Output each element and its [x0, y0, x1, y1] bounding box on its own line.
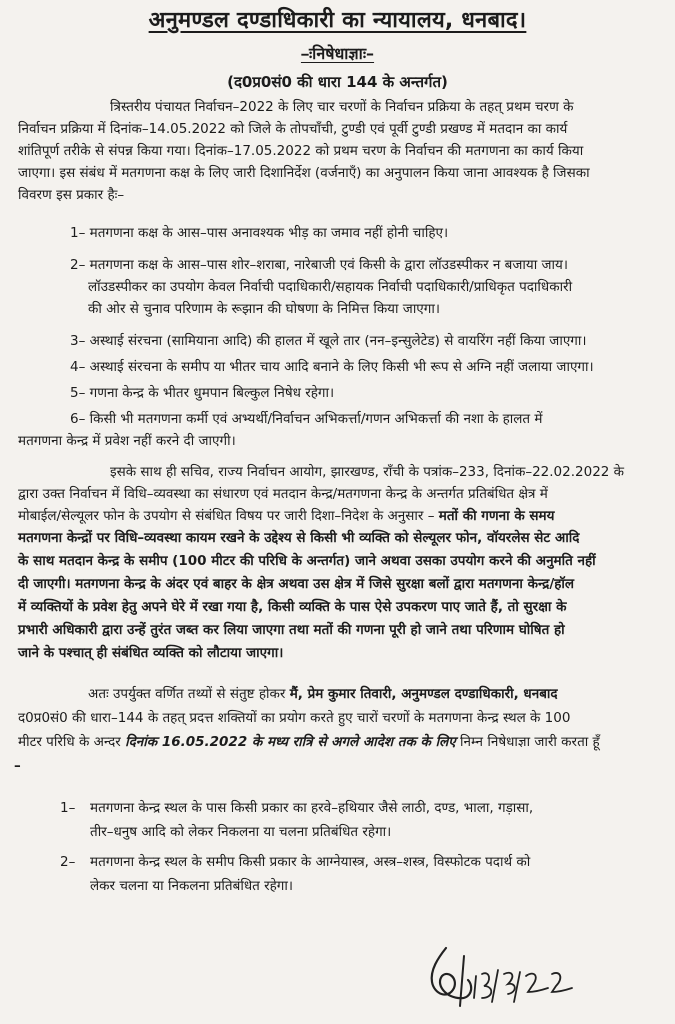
para3-text: अतः उपर्युक्त वर्णित तथ्यों से संतुष्ट होकर: [88, 686, 290, 702]
para2-bold-text: मतों की गणना के समय: [438, 508, 555, 524]
rule-item: 3– अस्थाई संरचना (सामियाना आदि) की हालत में खूले तार (नन–इन्सुलेटेड) से वायरिंग नहीं किया जाएगा।: [70, 333, 587, 349]
order-item-continuation: तीर–धनुष आदि को लेकर निकलना या चलना प्रतिबंधित रहेगा।: [90, 824, 392, 840]
rule-item-continuation: की ओर से चुनाव परिणाम के रूझान की घोषणा के निमित्त किया जाएगा।: [88, 301, 440, 317]
effective-date-text: दिनांक 16.05.2022 के मध्य रात्रि से अगले आदेश तक के लिए: [125, 734, 456, 750]
para2-line: जाने के पश्चात् ही संबंधित व्यक्ति को लौटाया जाएगा।: [18, 645, 284, 661]
para2-line: के साथ मतदान केन्द्र के समीप (100 मीटर की परिधि के अन्तर्गत) जाने अथवा उसका उपयोग करने की अनुमति नहीं: [18, 553, 596, 569]
para3-line: [18, 736, 600, 750]
court-title: [0, 4, 675, 34]
order-item: मतगणना केन्द्र स्थल के समीप किसी प्रकार के आग्नेयास्त्र, अस्त्र–शस्त्र, विस्फोटक पदार्थ को: [90, 854, 531, 870]
order-heading: [0, 42, 675, 64]
para3-text: मीटर परिधि के अन्दर: [18, 734, 126, 750]
intro-line: शांतिपूर्ण तरीके से संपन्न किया गया। दिनांक–17.05.2022 को प्रथम चरण के निर्वाचन की मतगणना का कार्य किया: [18, 143, 584, 159]
rule-item: 2– मतगणना कक्ष के आस–पास शोर–शराबा, नारेबाजी एवं किसी के द्वारा लॉउडस्पीकर न बजाया जाय।: [70, 257, 568, 273]
court-title-text: अनुमण्डल दण्डाधिकारी का न्यायालय, धनबाद।: [148, 8, 527, 33]
rule-item: 5– गणना केन्द्र के भीतर धुमपान बिल्कुल निषेध रहेगा।: [70, 385, 335, 401]
order-number: 1–: [60, 800, 76, 816]
para3-line: द0प्र0सं0 की धारा–144 के तहत् प्रदत्त शक्तियों का प्रयोग करते हुए चारों चरणों के मतगणना केन्द्र स्थल के 100: [18, 710, 571, 726]
para2-line: द्वारा उक्त निर्वाचन में विधि–व्यवस्था का संधारण एवं मतदान केन्द्र/मतगणना केन्द्र के अन्तर्गत प्रतिबंधित क्षेत्र में: [18, 486, 548, 502]
section-reference: (द0प्र0सं0 की धारा 144 के अन्तर्गत): [227, 73, 448, 91]
para2-line: इसके साथ ही सचिव, राज्य निर्वाचन आयोग, झारखण्ड, राँची के पत्रांक–233, दिनांक–22.02.2022 के: [110, 464, 625, 480]
order-item: मतगणना केन्द्र स्थल के पास किसी प्रकार का हरवे–हथियार जैसे लाठी, दण्ड, भाला, गड़ासा,: [90, 800, 534, 816]
intro-line: जाएगा। इस संबंध में मतगणना कक्ष के लिए जारी दिशानिर्देश (वर्जनाएँ) का अनुपालन किया जाना आवश्यक है जिसका: [18, 165, 590, 181]
para3-line: [88, 688, 558, 702]
para3-text: निम्न निषेधाज्ञा जारी करता हूँ: [455, 734, 600, 750]
intro-line: त्रिस्तरीय पंचायत निर्वाचन–2022 के लिए चार चरणों के निर्वाचन प्रक्रिया के तहत् प्रथम चरण के: [110, 99, 574, 115]
para2-line: में व्यक्तियों के प्रवेश हेतु अपने घेरे में रखा गया है, किसी व्यक्ति के पास ऐसे उपकरण पाए जाते हैं, तो सुरक्षा के: [18, 599, 567, 615]
order-number: 2–: [60, 854, 76, 870]
rule-item: 4– अस्थाई संरचना के समीप या भीतर चाय आदि बनाने के लिए किसी भी रूप से अग्नि नहीं जलाया जाएगा।: [70, 359, 594, 375]
rule-item: 6– किसी भी मतगणना कर्मी एवं अभ्यर्थी/निर्वाचन अभिकर्त्ता/गणन अभिकर्त्ता की नशा के हालत में: [70, 411, 543, 427]
para2-line: मतगणना केन्द्रों पर विधि–व्यवस्था कायम रखने के उद्देश्य से किसी भी व्यक्ति को सेल्यूलर फोन, वॉयरलेस सेट आदि: [18, 530, 580, 546]
handwritten-signature: [408, 936, 578, 1016]
para2-line: प्रभारी अधिकारी द्वारा उन्हें तुरंत जब्त कर लिया जाएगा तथा मतों की गणना पूरी हो जाने तथा परिणाम घोषित हो: [18, 622, 565, 638]
rule-item: 1– मतगणना कक्ष के आस–पास अनावश्यक भीड़ का जमाव नहीं होनी चाहिए।: [70, 225, 449, 241]
rule-item-continuation: लॉउडस्पीकर का उपयोग केवल निर्वाची पदाधिकारी/सहायक निर्वाची पदाधिकारी/प्राधिकृत पदाधिकारी: [88, 279, 573, 295]
rule-item-continuation: मतगणना केन्द्र में प्रवेश नहीं करने दी जाएगी।: [18, 433, 236, 449]
para2-line: दी जाएगी। मतगणना केन्द्र के अंदर एवं बाहर के क्षेत्र अथवा उस क्षेत्र में जिसे सुरक्षा बलों द्वारा मतगणना केन्द्र/हॉल: [18, 576, 575, 592]
para3-line: –: [14, 758, 21, 774]
intro-line: विवरण इस प्रकार हैः–: [18, 187, 125, 203]
officer-name: मैं, प्रेम कुमार तिवारी, अनुमण्डल दण्डाधिकारी, धनबाद: [289, 686, 558, 702]
order-heading-text: –ःनिषेधाज्ञाः–: [300, 44, 375, 63]
para2-line: [18, 510, 554, 524]
para2-text: मोबाईल/सेल्यूलर फोन के उपयोग से संबंधित विषय पर जारी दिशा–निदेश के अनुसार –: [18, 508, 435, 524]
order-item-continuation: लेकर चलना या निकलना प्रतिबंधित रहेगा।: [90, 878, 294, 894]
intro-line: निर्वाचन प्रक्रिया में दिनांक–14.05.2022 को जिले के तोपचाँची, टुण्डी एवं पूर्वी टुण्डी प्रखण्ड में मतदान का कार्य: [18, 121, 568, 137]
